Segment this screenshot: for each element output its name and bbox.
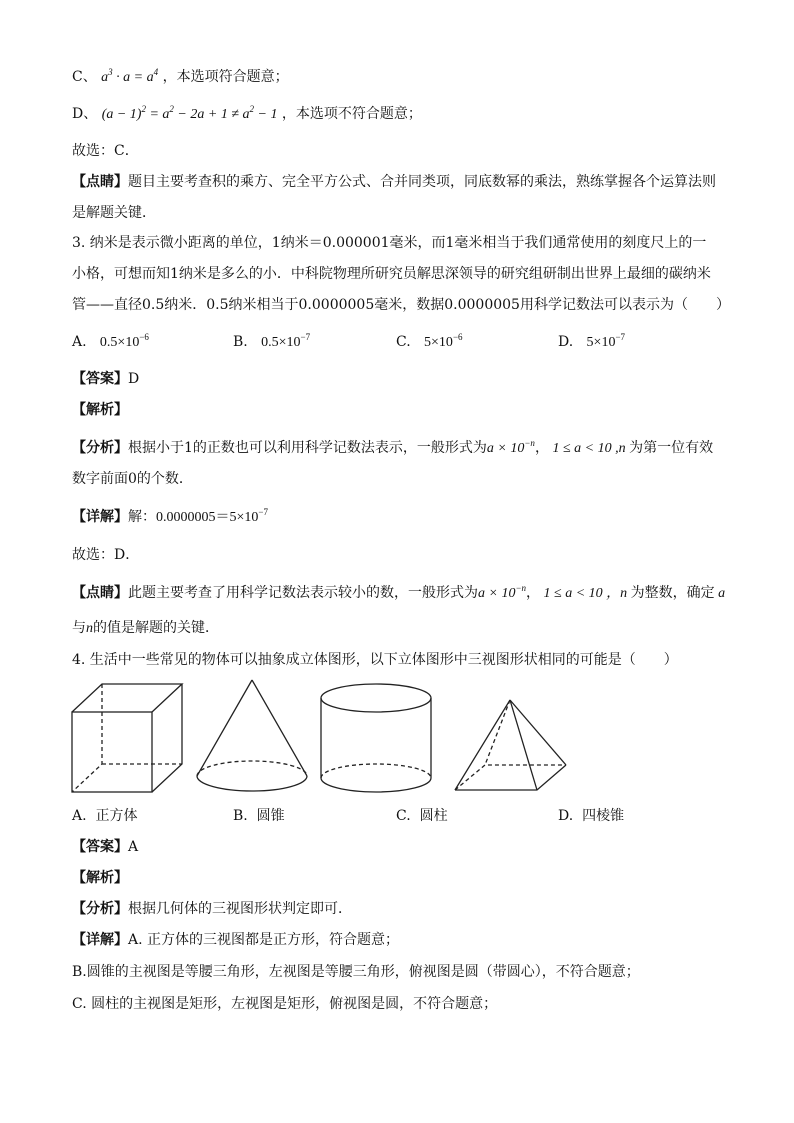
option-text: 圆柱	[419, 808, 448, 824]
comment-text: 的值是解题的关键．	[93, 620, 219, 636]
pyramid-edge	[510, 700, 537, 790]
answer-tag: 【答案】	[72, 839, 128, 855]
option-label: C.	[396, 334, 411, 350]
solution-comment: ，本选项符合题意；	[162, 69, 289, 85]
detail-text: A. 正方体的三视图都是正方形，符合题意；	[128, 932, 400, 948]
option-label: A.	[72, 334, 87, 350]
math-expression: $a \times 10^{-n}$	[486, 438, 535, 456]
detail-exponent: −7	[258, 507, 268, 517]
fenxi-text: ，	[534, 440, 549, 456]
q3-option-d	[558, 332, 625, 353]
option-label: D.	[558, 334, 574, 350]
option-c-solution	[72, 67, 289, 88]
option-label: D.	[558, 808, 574, 824]
cube-figure	[70, 682, 186, 794]
option-text: 正方体	[95, 808, 138, 824]
q3-stem-line-2: 小格，可想而知1纳米是多么的小．中科院物理所研究员解思深领导的研究组研制出世界上最细的碳纳米	[72, 266, 711, 282]
cube-hidden-edges	[72, 684, 102, 792]
pyramid-edge	[510, 700, 566, 765]
pyramid-base-front	[455, 765, 566, 790]
q3-answer	[72, 369, 139, 389]
option-label: C、	[72, 69, 97, 85]
pyramid-base-back	[455, 765, 566, 790]
comment-text: 为整数，确定	[630, 585, 715, 601]
option-text: 四棱锥	[582, 808, 625, 824]
q3-fenxi	[72, 438, 713, 459]
cylinder-top	[321, 684, 431, 712]
q4-analysis-tag: 【解析】	[72, 870, 128, 886]
q3-fenxi-line-2: 数字前面0的个数．	[72, 471, 193, 487]
q4-answer	[72, 837, 138, 857]
math-variable: n	[86, 621, 93, 636]
pyramid-hidden-edge	[485, 700, 510, 765]
choice-line: 故选：C．	[72, 143, 139, 159]
math-expression: $a \times 10^{-n}$	[478, 583, 527, 601]
option-label: B.	[233, 808, 248, 824]
q3-choice: 故选：D．	[72, 547, 140, 563]
option-value: 0.5×10	[99, 335, 140, 350]
square-pyramid-figure	[452, 696, 570, 794]
comment-text: 题目主要考查积的乘方、完全平方公式、合并同类项，同底数幂的乘法，熟练掌握各个运算法则	[128, 174, 716, 190]
detail-tag: 【详解】	[72, 932, 128, 948]
cylinder-base-front	[321, 778, 431, 792]
cube-top-face	[72, 684, 182, 712]
comment-text: 与	[72, 620, 86, 636]
fenxi-tag: 【分析】	[72, 901, 128, 917]
option-label: A.	[72, 808, 87, 824]
q3-stem-line-1: 3. 纳米是表示微小距离的单位，1纳米＝0.000001毫米，而1毫米相当于我们通常使用的刻度尺上的一	[72, 235, 707, 251]
q4-option-c	[396, 806, 448, 826]
detail-tag: 【详解】	[72, 509, 128, 525]
solution-comment: ，本选项不符合题意；	[281, 106, 422, 122]
option-d-solution	[72, 104, 422, 125]
math-expression: $a^3 \cdot a = a^4$	[101, 67, 159, 85]
q3-comment-line-2	[72, 618, 219, 639]
answer-tag: 【答案】	[72, 371, 128, 387]
math-expression: 1 ≤ a < 10 ,n	[548, 441, 630, 456]
fenxi-text: 为第一位有效	[629, 440, 714, 456]
option-value: 5×10	[424, 335, 453, 350]
q3-option-a	[72, 332, 149, 353]
option-exponent: −6	[452, 332, 463, 342]
math-variable: a	[714, 586, 726, 601]
q4-option-a	[72, 806, 137, 826]
cylinder-base-back	[321, 764, 431, 778]
cube-front-face	[72, 712, 152, 792]
comment-tag: 【点睛】	[72, 585, 128, 601]
q3-comment	[72, 583, 725, 604]
fenxi-text: 根据小于1的正数也可以利用科学记数法表示，一般形式为	[128, 440, 487, 456]
q4-detail	[72, 930, 399, 950]
answer-value: A	[128, 839, 139, 855]
q4-detail-c: C. 圆柱的主视图是矩形，左视图是矩形，俯视图是圆，不符合题意；	[72, 996, 498, 1012]
q4-option-b	[233, 806, 285, 826]
option-exponent: −7	[300, 332, 311, 342]
cone-figure	[194, 678, 310, 796]
comment-text: 此题主要考查了用科学记数法表示较小的数，一般形式为	[128, 585, 478, 601]
cone-base-back	[197, 761, 307, 776]
option-exponent: −6	[139, 332, 149, 342]
option-label: D、	[72, 106, 98, 122]
q3-detail	[72, 507, 268, 528]
detail-text: 解：0.0000005＝5×10	[128, 510, 259, 525]
option-exponent: −7	[615, 332, 626, 342]
option-value: 5×10	[586, 335, 616, 350]
fenxi-text: 根据几何体的三视图形状判定即可．	[128, 901, 352, 917]
comment-text: ，	[526, 585, 541, 601]
option-text: 圆锥	[256, 808, 285, 824]
answer-value: D	[128, 371, 140, 387]
cylinder-figure	[318, 682, 434, 796]
option-label: B.	[233, 334, 248, 350]
cone-right-edge	[252, 680, 307, 776]
q3-option-b	[233, 332, 310, 353]
math-expression: 1 ≤ a < 10 ，n	[540, 586, 631, 601]
q3-option-c	[396, 332, 463, 353]
math-expression: $(a - 1)^2 = a^2 - 2a + 1 \ne a^2 - 1$	[101, 104, 278, 122]
q4-detail-b: B.圆锥的主视图是等腰三角形，左视图是等腰三角形，俯视图是圆（带圆心），不符合题意；	[72, 964, 640, 980]
comment-tag: 【点睛】	[72, 174, 128, 190]
q3-stem-line-3: 管——直径0.5纳米．0.5纳米相当于0.0000005毫米，数据0.0000005用科学记数法可以表示为（ ）	[72, 297, 730, 313]
comment-line	[72, 172, 716, 192]
cone-base-front	[197, 776, 307, 791]
cube-side-edges	[152, 684, 182, 792]
q4-stem: 4. 生活中一些常见的物体可以抽象成立体图形，以下立体图形中三视图形状相同的可能是（ ）	[72, 652, 678, 668]
comment-line-2: 是解题关键．	[72, 205, 156, 221]
option-label: C.	[396, 808, 411, 824]
pyramid-edge	[455, 700, 510, 790]
q4-option-d	[558, 806, 624, 826]
q4-fenxi	[72, 899, 352, 919]
q3-analysis-tag: 【解析】	[72, 402, 128, 418]
option-value: 0.5×10	[261, 335, 301, 350]
fenxi-tag: 【分析】	[72, 440, 128, 456]
